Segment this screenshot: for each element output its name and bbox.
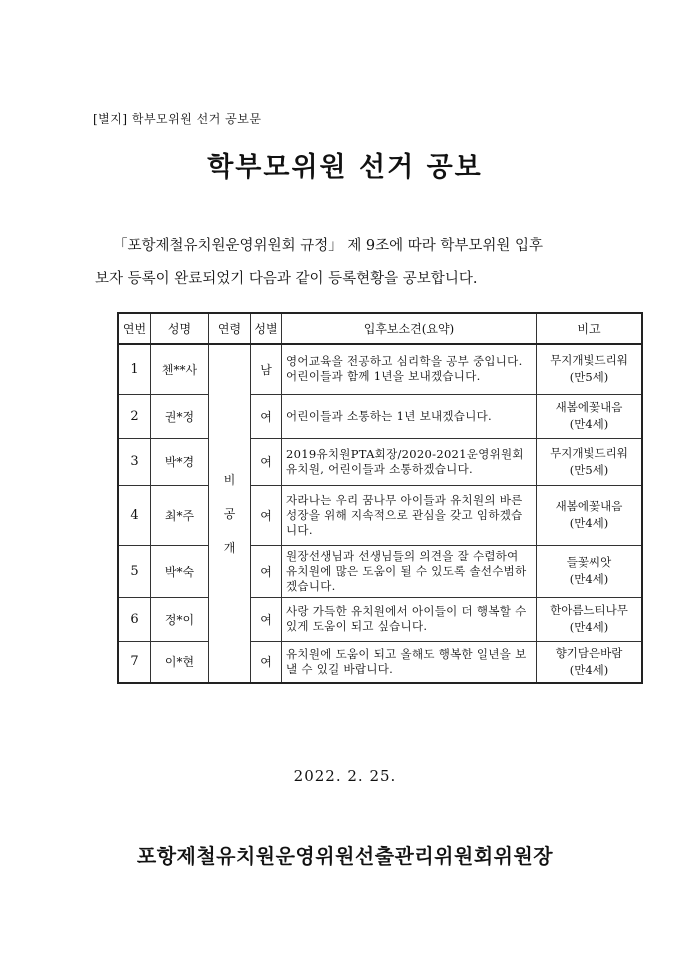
row-remark [537, 485, 643, 545]
table-row [118, 394, 642, 438]
row-remark [537, 438, 643, 485]
table-row [118, 438, 642, 485]
remark-age: (만4세) [569, 662, 609, 677]
table-header-row [118, 313, 642, 344]
remark-age: (만4세) [569, 620, 609, 634]
row-name: 정*이 [151, 597, 209, 641]
candidate-table [117, 312, 643, 684]
header-sex: 성별 [251, 313, 282, 344]
remark-class: 무지개빛드리워 [550, 353, 628, 368]
remark-class: 한아름느티나무 [550, 603, 628, 617]
table-row [118, 545, 642, 597]
row-sex: 여 [251, 597, 282, 641]
row-statement: 사랑 가득한 유치원에서 아이들이 더 행복할 수 있게 도움이 되고 싶습니다. [282, 597, 537, 641]
remark-age: (만5세) [569, 462, 609, 477]
row-statement: 2019유치원PTA회장/2020-2021운영위원회 유치원, 어린이들과 소통하겠습니다. [282, 438, 537, 485]
age-undisclosed-cell [209, 344, 251, 683]
row-statement: 영어교육을 전공하고 심리학을 공부 중입니다. 어린이들과 함께 1년을 보내겠습니다. [282, 344, 537, 394]
remark-class: 새봄에꽃내음 [555, 499, 623, 513]
table-row [118, 597, 642, 641]
row-remark [537, 597, 643, 641]
row-no: 3 [118, 438, 151, 485]
header-name: 성명 [151, 313, 209, 344]
age-line-1: 비 [223, 472, 236, 487]
row-statement: 자라나는 우리 꿈나무 아이들과 유치원의 바른 성장을 위해 지속적으로 관심을 갖고 임하겠습니다. [282, 485, 537, 545]
header-statement: 입후보소견(요약) [282, 313, 537, 344]
row-no: 1 [118, 344, 151, 394]
row-statement: 유치원에 도움이 되고 올해도 행복한 일년을 보낼 수 있길 바랍니다. [282, 641, 537, 683]
row-sex: 여 [251, 394, 282, 438]
row-no: 7 [118, 641, 151, 683]
announcement-date: 2022. 2. 25. [293, 767, 397, 785]
row-sex: 여 [251, 641, 282, 683]
header-no: 연번 [118, 313, 151, 344]
document-title: 학부모위원 선거 공보 [207, 152, 483, 183]
issuing-organization: 포항제철유치원운영위원선출관리위원회위원장 [136, 844, 554, 868]
row-statement: 원장선생님과 선생님들의 의견을 잘 수렴하여 유치원에 많은 도움이 될 수 있도록 솔선수범하겠습니다. [282, 545, 537, 597]
remark-age: (만4세) [569, 572, 609, 586]
remark-class: 무지개빛드리워 [550, 445, 628, 460]
table-row [118, 344, 642, 394]
table-row [118, 641, 642, 683]
row-name: 박*경 [151, 438, 209, 485]
row-remark [537, 545, 643, 597]
remark-class: 새봄에꽃내음 [555, 400, 623, 414]
row-no: 4 [118, 485, 151, 545]
row-statement: 어린이들과 소통하는 1년 보내겠습니다. [282, 394, 537, 438]
intro-paragraph [95, 230, 595, 296]
age-line-3: 개 [223, 540, 236, 555]
row-remark [537, 344, 643, 394]
row-remark [537, 394, 643, 438]
row-no: 6 [118, 597, 151, 641]
header-age: 연령 [209, 313, 251, 344]
row-no: 2 [118, 394, 151, 438]
row-sex: 여 [251, 485, 282, 545]
row-remark [537, 641, 643, 683]
table-row [118, 485, 642, 545]
attachment-label: [별지] 학부모위원 선거 공보문 [93, 112, 262, 126]
row-sex: 남 [251, 344, 282, 394]
header-remark: 비고 [537, 313, 643, 344]
remark-class: 들꽃씨앗 [566, 555, 612, 569]
age-line-2: 공 [223, 506, 236, 521]
remark-age: (만4세) [569, 516, 609, 530]
remark-age: (만4세) [569, 417, 609, 431]
row-name: 박*숙 [151, 545, 209, 597]
row-name: 이*현 [151, 641, 209, 683]
row-sex: 여 [251, 438, 282, 485]
remark-age: (만5세) [569, 370, 609, 385]
intro-line-1: 「포항제철유치원운영위원회 규정」 제 9조에 따라 학부모위원 입후 [113, 238, 544, 254]
row-sex: 여 [251, 545, 282, 597]
intro-line-2: 보자 등록이 완료되었기 다음과 같이 등록현황을 공보합니다. [95, 271, 478, 287]
row-name: 최*주 [151, 485, 209, 545]
row-name: 권*정 [151, 394, 209, 438]
row-no: 5 [118, 545, 151, 597]
remark-class: 향기담은바람 [555, 645, 623, 660]
row-name: 첸**사 [151, 344, 209, 394]
